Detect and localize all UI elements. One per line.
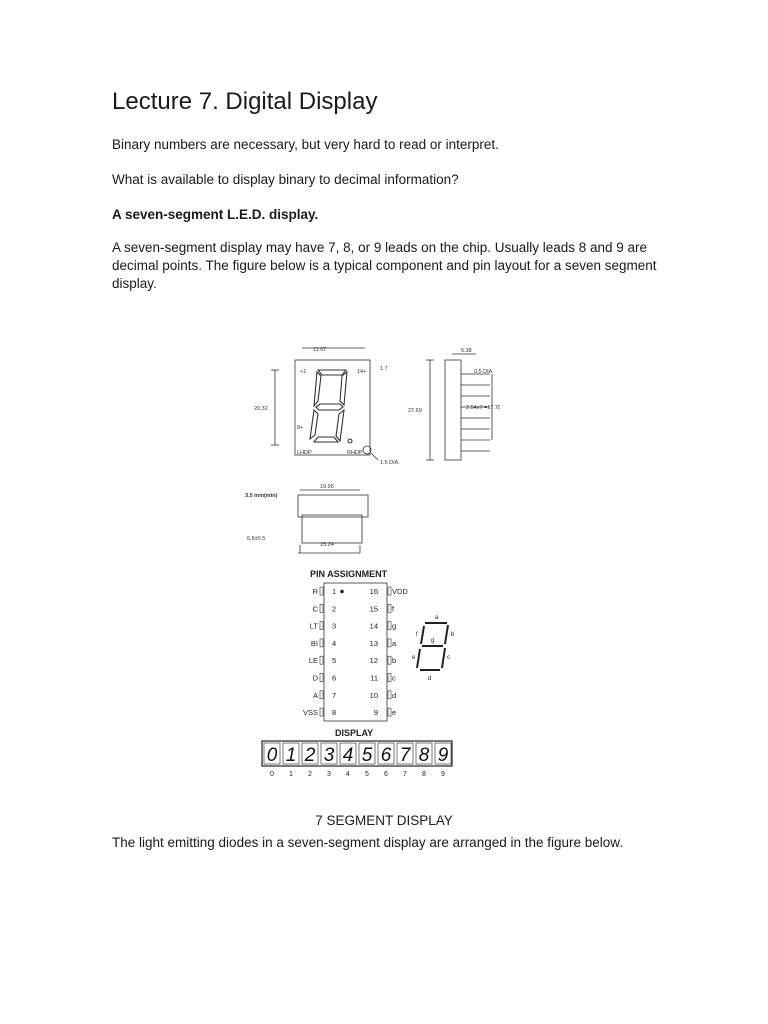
digit-glyph: 9 xyxy=(437,745,449,766)
pin-lead xyxy=(320,691,323,699)
pin-number-left: 7 xyxy=(332,690,337,700)
figure-drawing xyxy=(240,340,500,780)
pin-lead xyxy=(320,674,323,682)
digit-glyph: 7 xyxy=(399,745,411,766)
pin-label-left: LT xyxy=(309,621,318,631)
pin-label-left: LE xyxy=(308,656,318,666)
side-leads xyxy=(461,374,490,451)
dim-pin-dia: 1.5 DIA. xyxy=(380,460,400,466)
pin-lead xyxy=(320,639,323,647)
dim-lead-dia: 0.5 DIA. xyxy=(474,369,494,375)
dim-lhdp: LHDP xyxy=(297,450,312,456)
paragraph-leads: A seven-segment display may have 7, 8, or 9 leads on the chip. Usually leads 8 and 9 are decimal points. The figure below is a typical component and pin layout for a seven segment display. xyxy=(112,240,657,291)
pin-number-left: 3 xyxy=(332,621,337,631)
pin-lead xyxy=(388,622,391,630)
pin-lead xyxy=(388,587,391,595)
package-side-outline xyxy=(445,360,461,460)
paragraph-question: What is available to display binary to decimal information? xyxy=(112,172,459,187)
pin-label-right: d xyxy=(392,690,397,700)
pin-number-left: 6 xyxy=(332,673,337,683)
digit-index-label: 5 xyxy=(365,771,369,778)
dim-pin14: 14+ xyxy=(357,369,367,375)
digit-strip xyxy=(262,741,452,778)
dim-base-bottom: 15.24 xyxy=(320,542,334,548)
pin-label-left: BI xyxy=(310,638,318,648)
digit-glyph: 8 xyxy=(418,745,430,766)
pin-number-right: 14 xyxy=(369,621,378,631)
pin-lead xyxy=(320,708,323,716)
dim-pin1: +1 xyxy=(300,369,307,375)
segment-label-a: a xyxy=(435,615,439,621)
pin-number-left: 2 xyxy=(332,604,337,614)
digit-glyph: 6 xyxy=(380,745,392,766)
pin-number-right: 15 xyxy=(369,604,378,614)
pin-label-right: a xyxy=(392,638,397,648)
digit-index-label: 1 xyxy=(289,771,293,778)
pin-lead xyxy=(320,622,323,630)
pin-assignment-title: PIN ASSIGNMENT xyxy=(310,569,388,579)
pin-number-left: 1 xyxy=(332,587,337,596)
dim-lead-small: 6.6±0.5 xyxy=(247,536,266,542)
paragraph-binary: Binary numbers are necessary, but very hard to read or interpret. xyxy=(112,137,499,152)
pin-lead xyxy=(388,604,391,612)
digit-index-label: 9 xyxy=(441,771,445,778)
dim-base-width: 19.96 xyxy=(320,484,334,490)
segment-label-f: f xyxy=(416,632,418,638)
digit-index-label: 2 xyxy=(308,771,312,778)
dim-side-height: 27.69 xyxy=(408,408,422,414)
pin-number-right: 16 xyxy=(369,587,378,596)
pin-lead xyxy=(388,691,391,699)
pin-label-right: VDD xyxy=(392,587,408,596)
pin-label-right: e xyxy=(392,708,397,718)
pin-label-left: VSS xyxy=(302,708,318,718)
pin-label-left: D xyxy=(312,673,318,683)
package-digit xyxy=(310,370,352,443)
dim-height: 20.32 xyxy=(254,406,268,412)
package-base-outline xyxy=(298,495,368,517)
pin-label-right: b xyxy=(392,656,397,666)
digit-glyph: 1 xyxy=(285,745,297,766)
pin-lead xyxy=(388,656,391,664)
figure-caption: 7 SEGMENT DISPLAY xyxy=(315,812,453,828)
pin-lead xyxy=(320,587,323,595)
digit-glyph: 3 xyxy=(323,745,335,766)
page-title: Lecture 7. Digital Display xyxy=(112,88,378,115)
pin-number-right: 9 xyxy=(373,708,378,718)
digit-index-label: 6 xyxy=(384,771,388,778)
dim-lead-len: 3.5 mm(min) xyxy=(245,493,278,499)
section-heading: A seven-segment L.E.D. display. xyxy=(112,207,319,222)
display-title: DISPLAY xyxy=(335,728,374,738)
pin-label-left: C xyxy=(312,604,318,614)
pin-rows xyxy=(303,587,408,717)
segment-label-e: e xyxy=(412,655,416,661)
dim-width-top: 11.07 xyxy=(313,347,327,353)
pin-label-right: f xyxy=(392,604,395,614)
dim-rhdp: RHDP xyxy=(347,450,363,456)
digit-glyph: 5 xyxy=(361,745,373,766)
dim-top-gap: 1.7 xyxy=(380,366,388,372)
digit-index-label: 4 xyxy=(346,771,350,778)
dim-pitch: 2.54x7 =17.78 xyxy=(466,405,500,411)
segment-label-d: d xyxy=(428,676,432,682)
pin-label-right: g xyxy=(392,621,397,631)
pin-label-left: A xyxy=(312,690,318,700)
digit-glyph: 0 xyxy=(266,745,278,766)
digit-index-label: 7 xyxy=(403,771,407,778)
paragraph-leds: The light emitting diodes in a seven-segment display are arranged in the figure below. xyxy=(112,835,624,850)
dim-pin8: 8+ xyxy=(297,425,304,431)
pin-lead xyxy=(320,604,323,612)
pin-lead xyxy=(388,674,391,682)
pin-label-left: R xyxy=(312,587,318,596)
pin-lead xyxy=(388,708,391,716)
pin-label-right: c xyxy=(392,673,396,683)
pin-number-left: 4 xyxy=(332,638,337,648)
pin-number-right: 10 xyxy=(369,690,378,700)
pin-number-right: 11 xyxy=(370,673,378,683)
digit-index-label: 8 xyxy=(422,771,426,778)
digit-index-label: 3 xyxy=(327,771,331,778)
dim-side-width: 6.38 xyxy=(461,348,472,354)
digit-glyph: 4 xyxy=(342,745,354,766)
pin-number-right: 13 xyxy=(369,638,378,648)
digit-index-label: 0 xyxy=(270,771,274,778)
pin1-marker xyxy=(340,590,344,594)
pin-lead xyxy=(388,639,391,647)
seven-segment-figure xyxy=(240,340,500,780)
segment-label-g: g xyxy=(431,638,435,644)
segment-diagram xyxy=(417,623,448,670)
digit-glyph: 2 xyxy=(304,745,316,766)
pin-number-left: 8 xyxy=(332,708,337,718)
segment-label-b: b xyxy=(451,632,455,638)
pin-number-right: 12 xyxy=(369,656,378,666)
pin-lead xyxy=(320,656,323,664)
segment-label-c: c xyxy=(447,655,450,661)
pin-number-left: 5 xyxy=(332,656,337,666)
